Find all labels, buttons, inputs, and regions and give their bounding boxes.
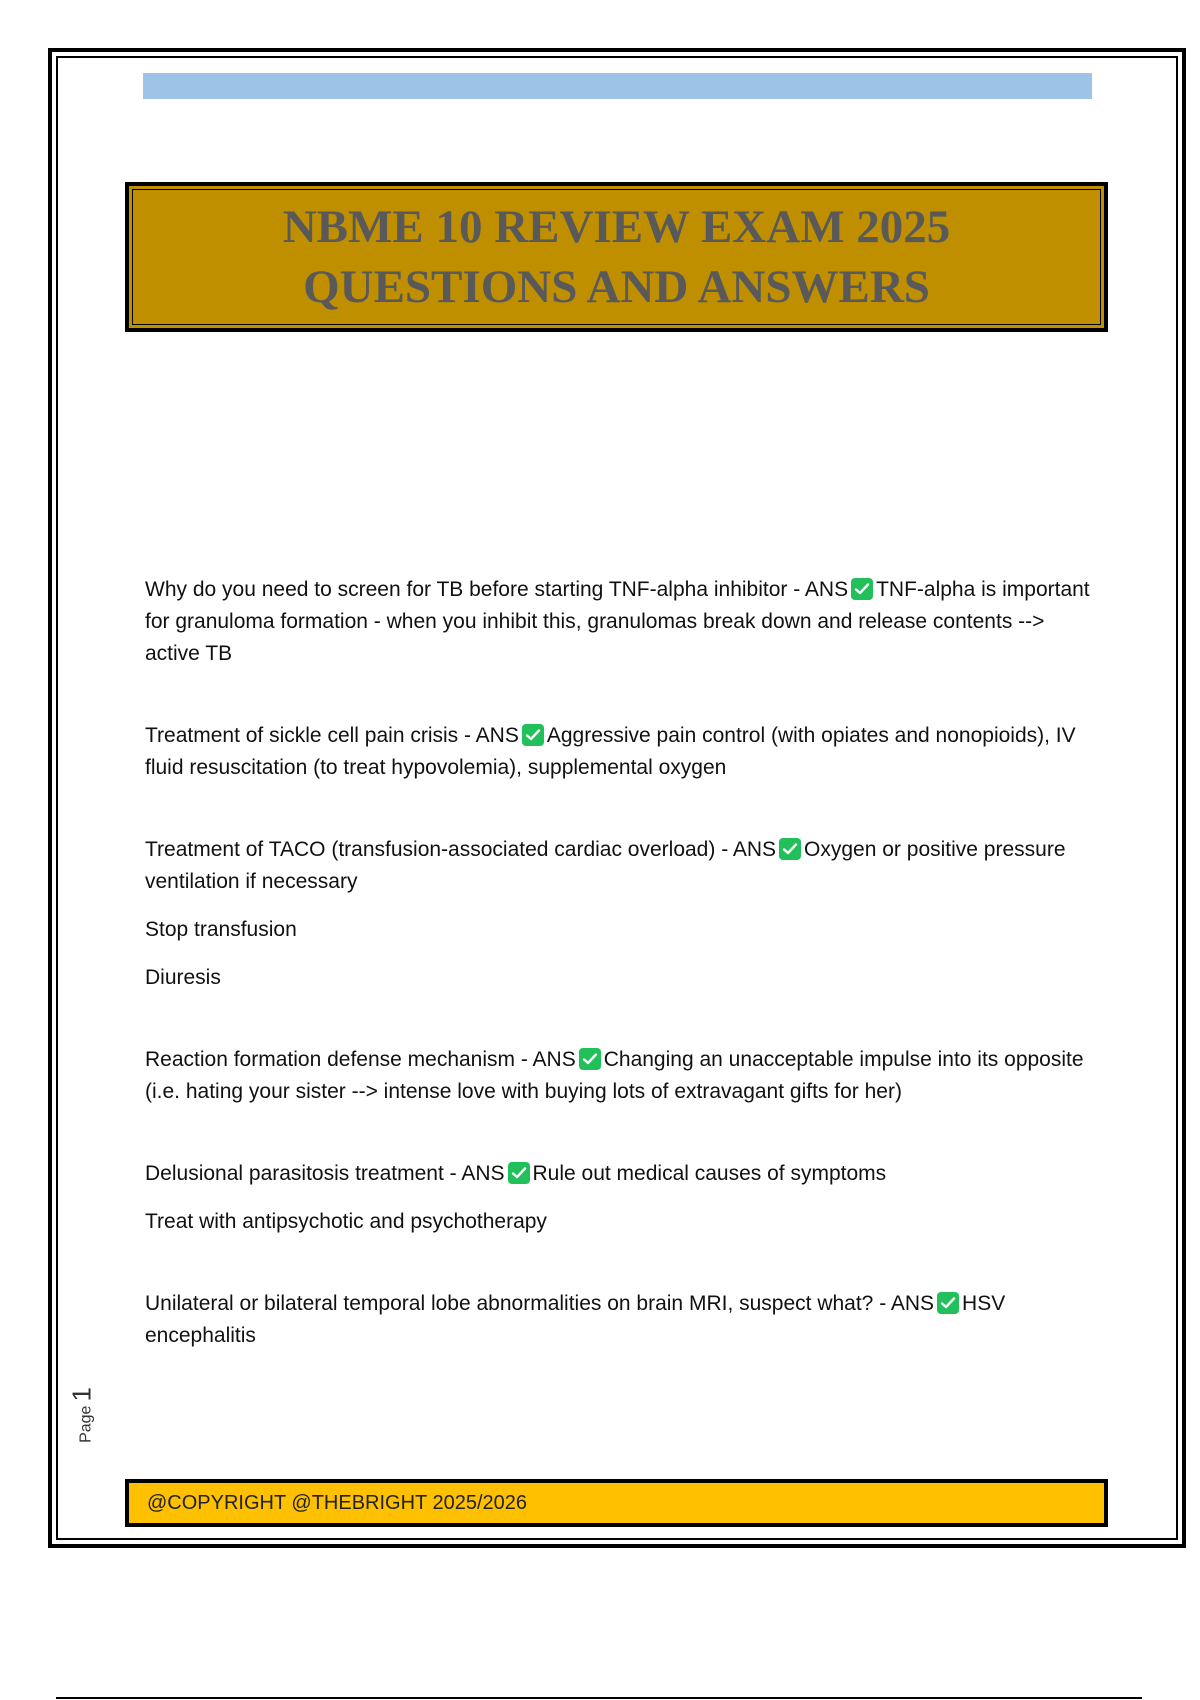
qa-item: [145, 720, 1095, 784]
qa-answer: Rule out medical causes of symptoms: [532, 1162, 887, 1185]
qa-extra-line: Stop transfusion: [145, 918, 297, 941]
qa-answer: TNF-alpha is important for granuloma formation - when you inhibit this, granulomas break down and release contents --> active TB: [145, 578, 1090, 665]
qa-entry: [145, 1158, 1095, 1190]
page-number: 1: [66, 1387, 97, 1402]
page-number-label: [62, 1380, 102, 1450]
qa-answer: Changing an unacceptable impulse into its opposite (i.e. hating your sister --> intense love with buying lots of extravagant gifts for her): [145, 1048, 1084, 1103]
title-line-2: QUESTIONS AND ANSWERS: [303, 261, 930, 313]
check-icon: [779, 838, 801, 860]
qa-extra-line: Diuresis: [145, 966, 221, 989]
qa-answer: HSV encephalitis: [145, 1292, 1006, 1347]
qa-answer: Oxygen or positive pressure ventilation if necessary: [145, 838, 1066, 893]
qa-question: Why do you need to screen for TB before starting TNF-alpha inhibitor - ANS: [145, 578, 849, 601]
qa-question: Treatment of TACO (transfusion-associated cardiac overload) - ANS: [145, 838, 777, 861]
title-banner: [125, 182, 1108, 332]
qa-question: Unilateral or bilateral temporal lobe abnormalities on brain MRI, suspect what? - ANS: [145, 1292, 935, 1315]
header-accent-bar: [143, 73, 1092, 99]
qa-item: [145, 1288, 1095, 1352]
document-title: [283, 197, 951, 317]
qa-entry: [145, 834, 1095, 898]
check-icon: [937, 1292, 959, 1314]
qa-list: [145, 574, 1095, 1402]
bottom-divider: [56, 1697, 1142, 1699]
qa-item: [145, 1044, 1095, 1108]
qa-entry: [145, 1288, 1095, 1352]
qa-entry: [145, 720, 1095, 784]
page-word: Page: [77, 1405, 95, 1443]
check-icon: [508, 1162, 530, 1184]
check-icon: [851, 578, 873, 600]
check-icon: [522, 724, 544, 746]
check-icon: [579, 1048, 601, 1070]
qa-item: [145, 574, 1095, 670]
copyright-text: @COPYRIGHT @THEBRIGHT 2025/2026: [147, 1492, 527, 1514]
footer-banner: [125, 1479, 1108, 1527]
qa-question: Reaction formation defense mechanism - ANS: [145, 1048, 576, 1071]
qa-extra-line: Treat with antipsychotic and psychotherapy: [145, 1210, 547, 1233]
qa-question: Treatment of sickle cell pain crisis - ANS: [145, 724, 519, 747]
qa-entry: [145, 574, 1095, 670]
page-number-rotated: [67, 1387, 98, 1443]
qa-question: Delusional parasitosis treatment - ANS: [145, 1162, 505, 1185]
qa-item: [145, 1158, 1095, 1238]
qa-entry: [145, 1044, 1095, 1108]
title-line-1: NBME 10 REVIEW EXAM 2025: [282, 201, 951, 253]
qa-answer: Aggressive pain control (with opiates and nonopioids), IV fluid resuscitation (to treat hypovolemia), supplemental oxygen: [145, 724, 1076, 779]
qa-item: [145, 834, 1095, 994]
